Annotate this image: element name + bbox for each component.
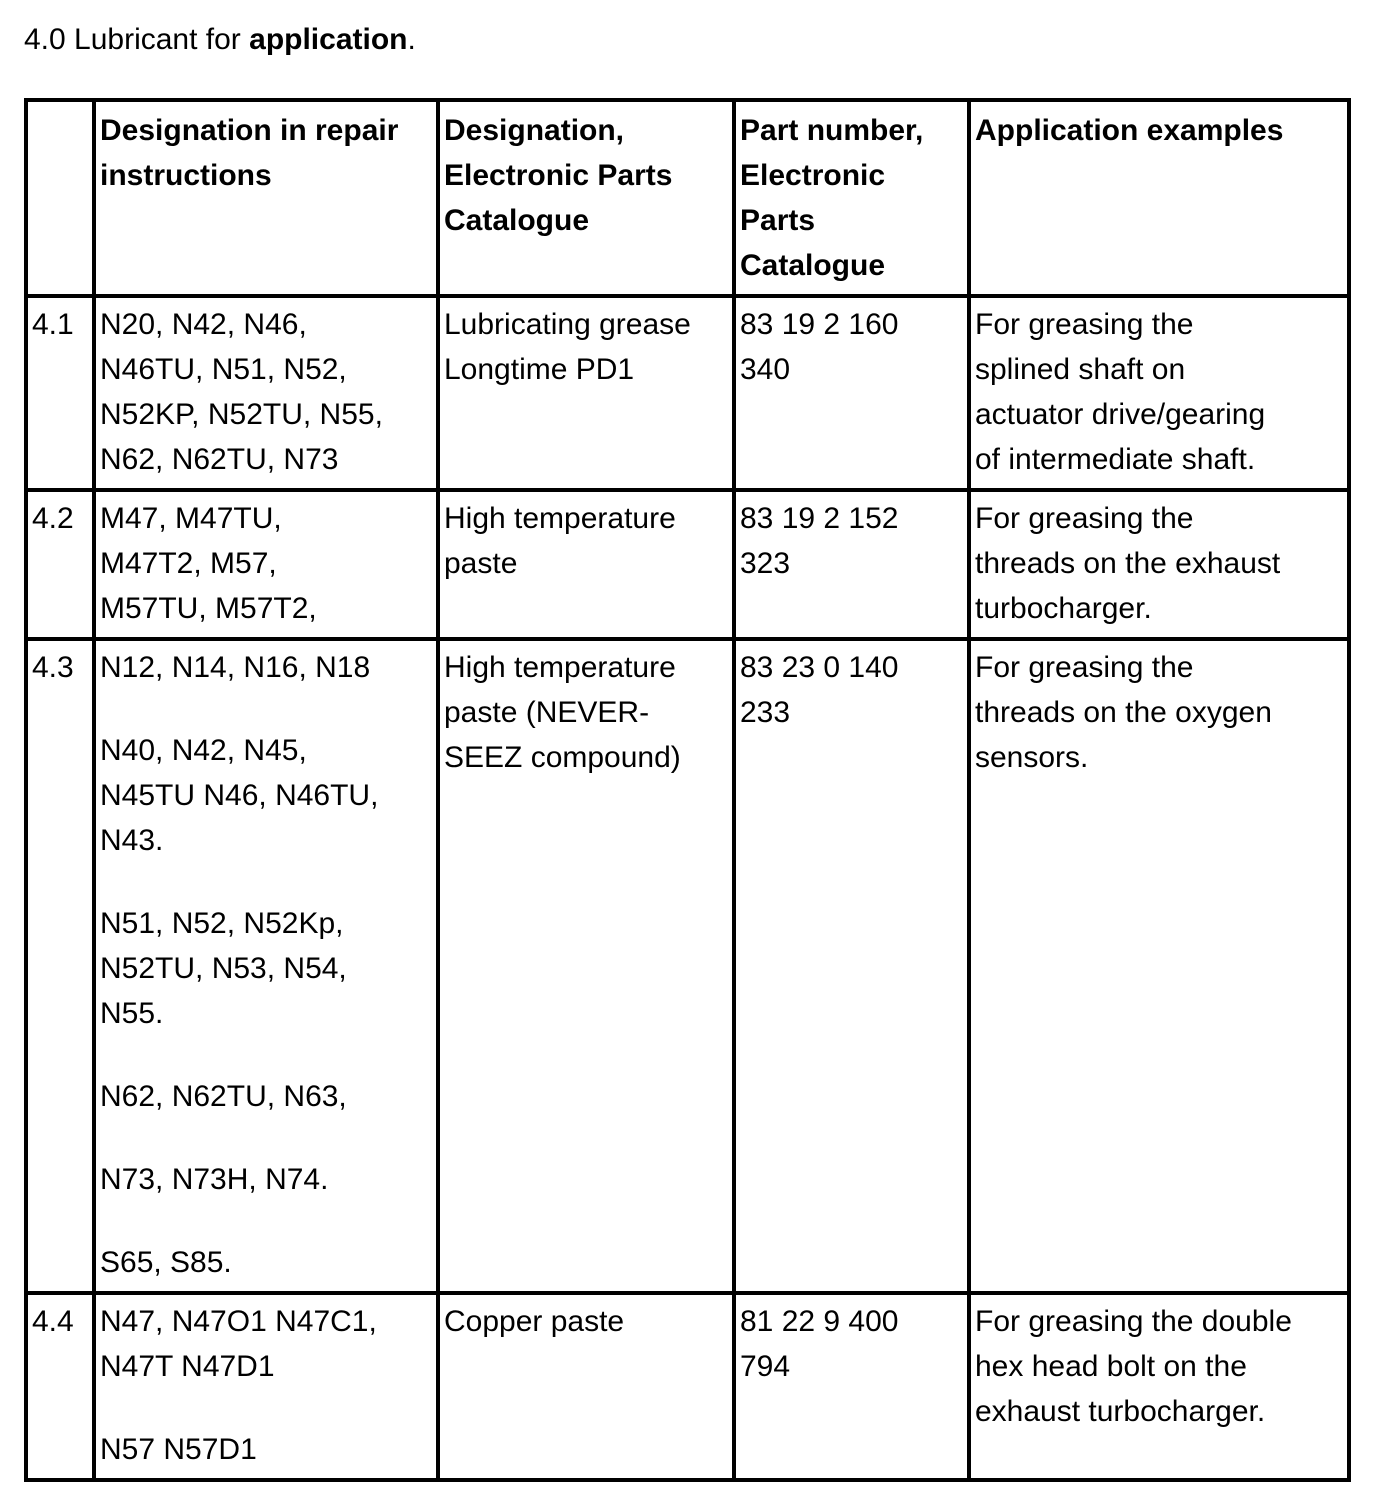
cell-line: SEEZ compound) <box>444 741 681 774</box>
designation-cell <box>94 490 438 639</box>
cell-line: N45TU N46, N46TU, <box>100 779 379 812</box>
cell-line: N20, N42, N46, <box>100 308 307 341</box>
cell-line: M47T2, M57, <box>100 547 277 580</box>
cell-line: 83 23 0 140 <box>740 651 899 684</box>
cell-line: turbocharger. <box>975 592 1152 625</box>
row-number: 4.2 <box>26 490 94 639</box>
header-part-number <box>734 100 969 296</box>
row-number: 4.1 <box>26 296 94 490</box>
line-gap <box>100 863 432 901</box>
lubricant-table <box>24 98 1351 1482</box>
cell-line: High temperature <box>444 651 676 684</box>
cell-line: 794 <box>740 1350 791 1383</box>
cell-line: Parts <box>740 204 816 237</box>
epc-designation-cell <box>438 490 734 639</box>
epc-designation-cell <box>438 296 734 490</box>
cell-line: N43. <box>100 824 164 857</box>
application-cell <box>969 639 1349 1293</box>
table-row <box>26 639 1349 1293</box>
section-heading <box>24 18 416 62</box>
cell-line: Catalogue <box>444 204 590 237</box>
heading-suffix: . <box>407 23 416 56</box>
cell-line: 323 <box>740 547 791 580</box>
cell-line: 83 19 2 160 <box>740 308 899 341</box>
cell-line: threads on the exhaust <box>975 547 1281 580</box>
table-header-row <box>26 100 1349 296</box>
cell-line: Designation, <box>444 114 625 147</box>
cell-line: paste <box>444 547 518 580</box>
cell-line: Electronic Parts <box>444 159 673 192</box>
cell-line: 83 19 2 152 <box>740 502 899 535</box>
cell-line: hex head bolt on the <box>975 1350 1247 1383</box>
part-number-cell <box>734 490 969 639</box>
cell-line: Longtime PD1 <box>444 353 635 386</box>
designation-cell <box>94 1293 438 1480</box>
line-gap <box>100 1119 432 1157</box>
header-number <box>26 100 94 296</box>
application-cell <box>969 1293 1349 1480</box>
cell-line: Electronic <box>740 159 886 192</box>
part-number-cell <box>734 639 969 1293</box>
cell-line: N57 N57D1 <box>100 1433 257 1466</box>
cell-line: N40, N42, N45, <box>100 734 307 767</box>
cell-line: M47, M47TU, <box>100 502 282 535</box>
table-row <box>26 296 1349 490</box>
line-gap <box>100 1036 432 1074</box>
epc-designation-cell <box>438 639 734 1293</box>
header-designation-epc <box>438 100 734 296</box>
application-cell <box>969 296 1349 490</box>
cell-line: sensors. <box>975 741 1089 774</box>
cell-line: N12, N14, N16, N18 <box>100 651 371 684</box>
cell-line: N62, N62TU, N63, <box>100 1080 347 1113</box>
heading-prefix: 4.0 Lubricant for <box>24 23 250 56</box>
cell-line: 81 22 9 400 <box>740 1305 899 1338</box>
cell-line: paste (NEVER- <box>444 696 650 729</box>
application-cell <box>969 490 1349 639</box>
header-designation-repair <box>94 100 438 296</box>
cell-line: N47, N47O1 N47C1, <box>100 1305 377 1338</box>
cell-line: instructions <box>100 159 272 192</box>
cell-line: N52KP, N52TU, N55, <box>100 398 383 431</box>
table-row <box>26 1293 1349 1480</box>
heading-bold: application <box>249 23 408 56</box>
designation-cell <box>94 296 438 490</box>
designation-cell <box>94 639 438 1293</box>
line-gap <box>100 1202 432 1240</box>
cell-line: N62, N62TU, N73 <box>100 443 339 476</box>
cell-line: Part number, <box>740 114 924 147</box>
cell-line: For greasing the <box>975 502 1194 535</box>
cell-line: exhaust turbocharger. <box>975 1395 1266 1428</box>
cell-line: threads on the oxygen <box>975 696 1272 729</box>
cell-line: Lubricating grease <box>444 308 691 341</box>
cell-line: splined shaft on <box>975 353 1186 386</box>
cell-line: N73, N73H, N74. <box>100 1163 329 1196</box>
row-number: 4.3 <box>26 639 94 1293</box>
cell-line: For greasing the double <box>975 1305 1292 1338</box>
cell-line: M57TU, M57T2, <box>100 592 317 625</box>
cell-line: For greasing the <box>975 308 1194 341</box>
cell-line: N51, N52, N52Kp, <box>100 907 344 940</box>
cell-line: N46TU, N51, N52, <box>100 353 347 386</box>
cell-line: of intermediate shaft. <box>975 443 1256 476</box>
cell-line: Application examples <box>975 114 1284 147</box>
row-number: 4.4 <box>26 1293 94 1480</box>
part-number-cell <box>734 1293 969 1480</box>
cell-line: S65, S85. <box>100 1246 232 1279</box>
cell-line: Designation in repair <box>100 114 399 147</box>
line-gap <box>100 1389 432 1427</box>
cell-line: N55. <box>100 997 164 1030</box>
header-application <box>969 100 1349 296</box>
cell-line: N47T N47D1 <box>100 1350 275 1383</box>
table-row <box>26 490 1349 639</box>
cell-line: For greasing the <box>975 651 1194 684</box>
cell-line: actuator drive/gearing <box>975 398 1266 431</box>
cell-line: High temperature <box>444 502 676 535</box>
epc-designation-cell <box>438 1293 734 1480</box>
cell-line: Catalogue <box>740 249 886 282</box>
part-number-cell <box>734 296 969 490</box>
cell-line: 233 <box>740 696 791 729</box>
line-gap <box>100 690 432 728</box>
cell-line: Copper paste <box>444 1305 625 1338</box>
cell-line: N52TU, N53, N54, <box>100 952 347 985</box>
cell-line: 340 <box>740 353 791 386</box>
